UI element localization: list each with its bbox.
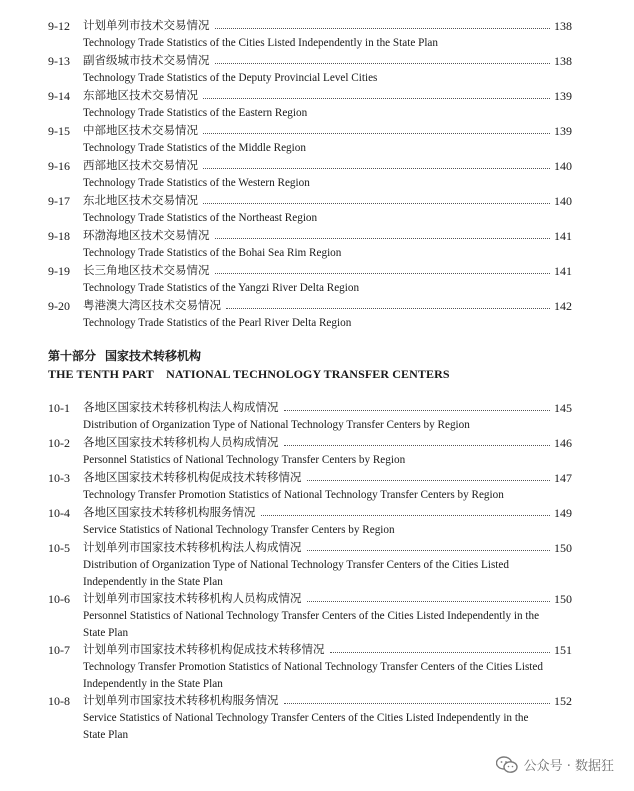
entry-number: 10-2 (48, 436, 70, 450)
toc-entry-10-8 (0, 693, 634, 741)
dot-leader (226, 308, 550, 309)
entry-number: 9-17 (48, 194, 70, 208)
dot-leader (261, 515, 550, 516)
entry-title-zh: 计划单列市国家技术转移机构服务情况 (83, 693, 282, 710)
watermark-text: 公众号 · 数据狂 (523, 759, 614, 774)
entry-title-en: Technology Trade Statistics of the Western Region (83, 177, 310, 189)
entry-title-en: Technology Trade Statistics of the Cities Listed Independently in the State Plan (83, 37, 438, 49)
entry-title-zh: 东北地区技术交易情况 (83, 193, 201, 210)
entry-title-en: Technology Trade Statistics of the Deputy Provincial Level Cities (83, 72, 378, 84)
entry-title-zh: 各地区国家技术转移机构法人构成情况 (83, 400, 282, 417)
toc-entry-9-18 (0, 228, 634, 259)
toc-entry-10-4 (0, 505, 634, 536)
entry-title-zh: 副省级城市技术交易情况 (83, 53, 213, 70)
entry-title-zh: 计划单列市国家技术转移机构促成技术转移情况 (83, 642, 328, 659)
entry-number: 9-18 (48, 229, 70, 243)
toc-entry-9-17 (0, 193, 634, 224)
dot-leader (215, 238, 550, 239)
toc-entry-9-15 (0, 123, 634, 154)
entry-title-en: Distribution of Organization Type of National Technology Transfer Centers of the Cities Listed Independently in the State Plan (83, 559, 509, 588)
toc-entry-9-16 (0, 158, 634, 189)
dot-leader (284, 445, 550, 446)
entry-title-en: Technology Trade Statistics of the Bohai Sea Rim Region (83, 247, 342, 259)
dot-leader (203, 203, 550, 204)
entry-page-number: 139 (554, 124, 572, 138)
entry-title-zh: 东部地区技术交易情况 (83, 88, 201, 105)
entry-number: 10-3 (48, 471, 70, 485)
entry-number: 9-13 (48, 54, 70, 68)
toc-entry-10-5 (0, 540, 634, 588)
entry-page-number: 140 (554, 194, 572, 208)
dot-leader (284, 410, 550, 411)
entry-title-en: Service Statistics of National Technology Transfer Centers by Region (83, 524, 395, 536)
dot-leader (215, 28, 550, 29)
entry-page-number: 151 (554, 643, 572, 657)
entry-page-number: 141 (554, 229, 572, 243)
entry-title-en: Technology Trade Statistics of the Yangzi River Delta Region (83, 282, 360, 294)
entry-number: 9-16 (48, 159, 70, 173)
entry-title-zh: 各地区国家技术转移机构促成技术转移情况 (83, 470, 305, 487)
entry-title-zh: 西部地区技术交易情况 (83, 158, 201, 175)
entry-title-en: Personnel Statistics of National Technology Transfer Centers of the Cities Listed Independently in the State Plan (83, 610, 540, 639)
entry-page-number: 149 (554, 506, 572, 520)
toc-entry-9-13 (0, 53, 634, 84)
entry-page-number: 150 (554, 541, 572, 555)
entry-number: 9-19 (48, 264, 70, 278)
entry-number: 9-14 (48, 89, 70, 103)
entry-title-en: Distribution of Organization Type of National Technology Transfer Centers by Region (83, 419, 470, 431)
entry-title-en: Service Statistics of National Technology Transfer Centers of the Cities Listed Independently in the State Plan (83, 712, 529, 741)
entry-title-zh: 环渤海地区技术交易情况 (83, 228, 213, 245)
entry-title-zh: 计划单列市技术交易情况 (83, 18, 213, 35)
toc-entry-9-14 (0, 88, 634, 119)
entry-number: 9-20 (48, 299, 70, 313)
dot-leader (307, 480, 550, 481)
entry-number: 10-5 (48, 541, 70, 555)
entry-number: 10-6 (48, 592, 70, 606)
entry-number: 9-15 (48, 124, 70, 138)
entry-page-number: 138 (554, 19, 572, 33)
dot-leader (203, 133, 550, 134)
entry-title-en: Technology Trade Statistics of the Pearl River Delta Region (83, 317, 352, 329)
entry-number: 10-7 (48, 643, 70, 657)
entry-page-number: 139 (554, 89, 572, 103)
entry-number: 9-12 (48, 19, 70, 33)
entry-number: 10-4 (48, 506, 70, 520)
entry-title-zh: 长三角地区技术交易情况 (83, 263, 213, 280)
dot-leader (215, 63, 550, 64)
watermark (496, 755, 614, 774)
entry-title-zh: 计划单列市国家技术转移机构人员构成情况 (83, 591, 305, 608)
entry-title-en: Technology Trade Statistics of the Northeast Region (83, 212, 318, 224)
entry-title-en: Technology Trade Statistics of the Middle Region (83, 142, 306, 154)
entry-page-number: 140 (554, 159, 572, 173)
dot-leader (284, 703, 550, 704)
entry-title-zh: 中部地区技术交易情况 (83, 123, 201, 140)
entry-page-number: 146 (554, 436, 572, 450)
toc-entry-9-19 (0, 263, 634, 294)
dot-leader (203, 98, 550, 99)
entry-title-zh: 各地区国家技术转移机构服务情况 (83, 505, 259, 522)
wechat-icon (496, 756, 518, 774)
dot-leader (215, 273, 550, 274)
entry-page-number: 152 (554, 694, 572, 708)
toc-entry-10-6 (0, 591, 634, 639)
entry-title-zh: 计划单列市国家技术转移机构法人构成情况 (83, 540, 305, 557)
entry-number: 10-8 (48, 694, 70, 708)
entry-title-en: Technology Transfer Promotion Statistics of National Technology Transfer Centers by Region (83, 489, 504, 501)
entry-title-zh: 各地区国家技术转移机构人员构成情况 (83, 435, 282, 452)
toc-entry-9-20 (0, 298, 634, 329)
dot-leader (330, 652, 550, 653)
toc-entry-10-7 (0, 642, 634, 690)
toc-entry-9-12 (0, 18, 634, 49)
entry-page-number: 141 (554, 264, 572, 278)
entry-title-zh: 粤港澳大湾区技术交易情况 (83, 298, 224, 315)
entry-page-number: 145 (554, 401, 572, 415)
entry-number: 10-1 (48, 401, 70, 415)
part-title-zh: 第十部分 国家技术转移机构 (48, 349, 202, 363)
entry-page-number: 147 (554, 471, 572, 485)
entry-title-en: Personnel Statistics of National Technology Transfer Centers by Region (83, 454, 406, 466)
entry-page-number: 142 (554, 299, 572, 313)
part-title-en: THE TENTH PART NATIONAL TECHNOLOGY TRANSFER CENTERS (48, 367, 450, 381)
dot-leader (203, 168, 550, 169)
toc-entry-10-2 (0, 435, 634, 466)
toc-entry-10-3 (0, 470, 634, 501)
toc-entry-10-1 (0, 400, 634, 431)
entry-title-en: Technology Trade Statistics of the Eastern Region (83, 107, 308, 119)
dot-leader (307, 550, 550, 551)
entry-page-number: 138 (554, 54, 572, 68)
entry-page-number: 150 (554, 592, 572, 606)
dot-leader (307, 601, 550, 602)
entry-title-en: Technology Transfer Promotion Statistics of National Technology Transfer Centers of the Cities Listed Independently in the State Plan (83, 661, 543, 690)
